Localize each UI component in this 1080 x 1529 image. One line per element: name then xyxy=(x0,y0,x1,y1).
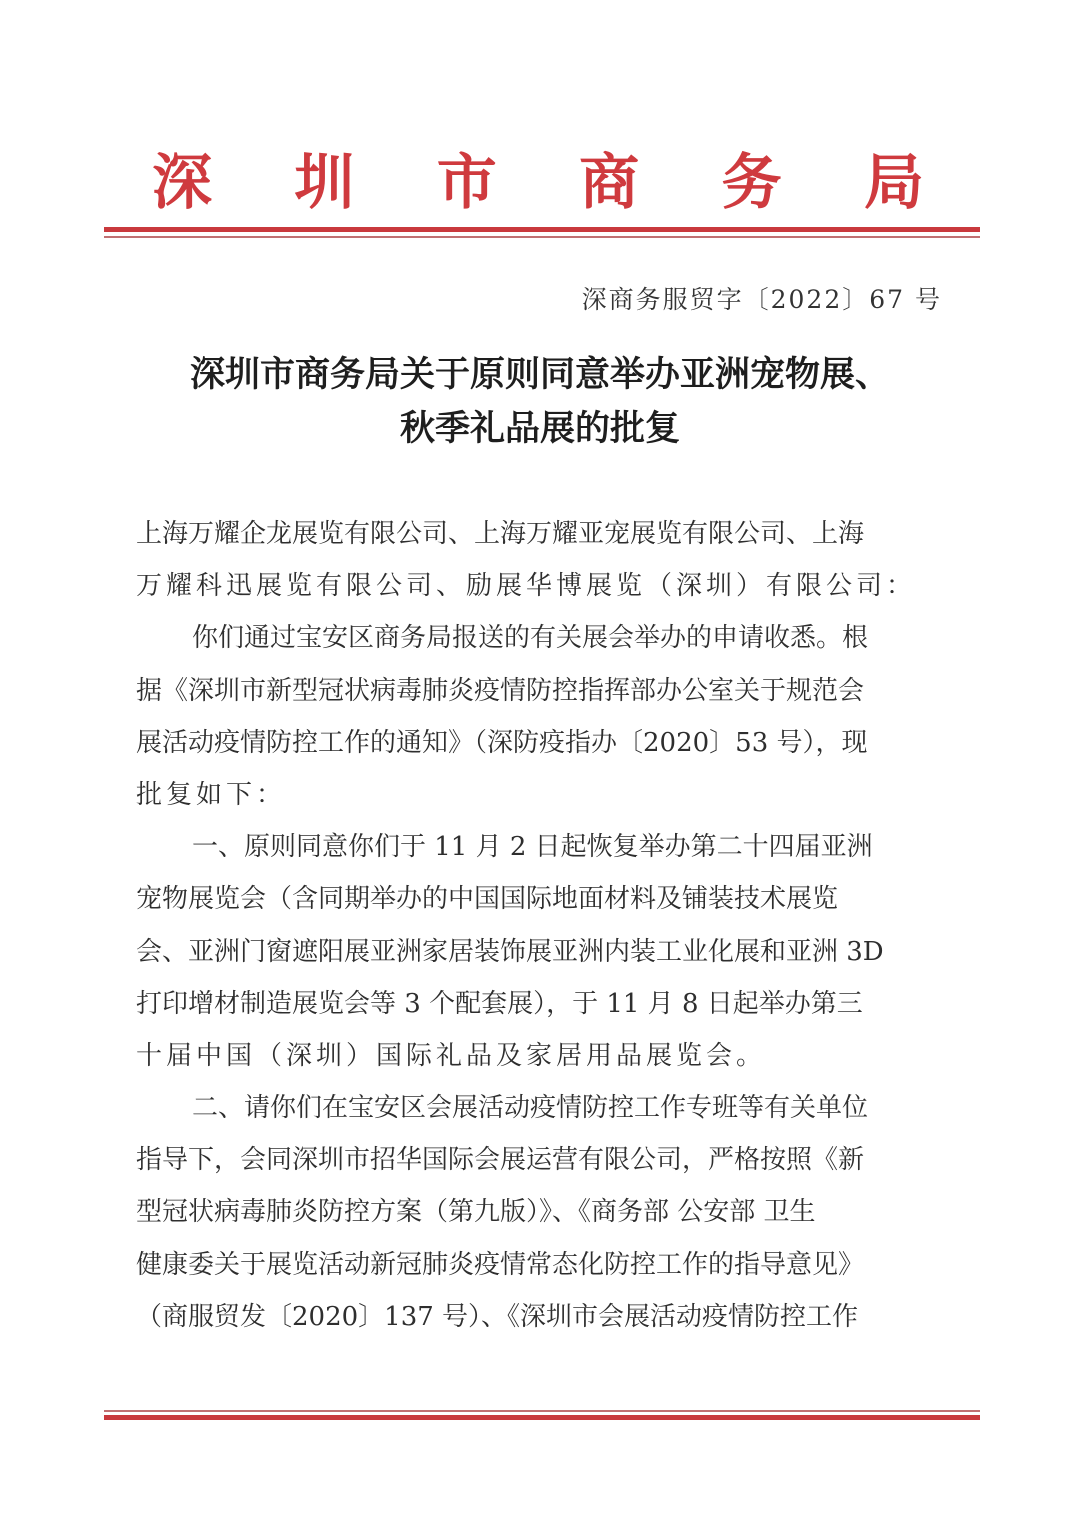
body-line: 一、原则同意你们于 11 月 2 日起恢复举办第二十四届亚洲 xyxy=(192,832,873,863)
body-line: 宠物展览会（含同期举办的中国国际地面材料及铺装技术展览 xyxy=(136,884,839,915)
body-line: 打印增材制造展览会等 3 个配套展），于 11 月 8 日起举办第三 xyxy=(136,988,863,1019)
body-line: 指导下，会同深圳市招华国际会展运营有限公司，严格按照《新 xyxy=(136,1145,865,1176)
letterhead-char: 市 xyxy=(436,148,497,218)
letterhead-char: 深 xyxy=(152,148,212,218)
body-line: （商服贸发〔2020〕137 号）、《深圳市会展活动疫情防控工作 xyxy=(136,1301,859,1332)
body-line: 二、请你们在宝安区会展活动疫情防控工作专班等有关单位 xyxy=(192,1093,869,1124)
letterhead-char: 务 xyxy=(721,148,782,218)
document-body xyxy=(136,508,944,1343)
body-line: 据《深圳市新型冠状病毒肺炎疫情防控指挥部办公室关于规范会 xyxy=(136,675,865,706)
title-line-2: 秋季礼品展的批复 xyxy=(399,408,680,449)
letterhead-char: 商 xyxy=(579,148,640,218)
letterhead-char: 圳 xyxy=(294,148,355,218)
footer-thin-rule xyxy=(104,1410,980,1412)
letterhead-char: 局 xyxy=(863,148,924,218)
header-thick-rule xyxy=(104,227,980,232)
body-line: 你们通过宝安区商务局报送的有关展会举办的申请收悉。根 xyxy=(192,623,869,654)
header-thin-rule xyxy=(104,236,980,238)
body-line: 十届中国（深圳）国际礼品及家居用品展览会。 xyxy=(136,1040,767,1071)
title-line-1: 深圳市商务局关于原则同意举办亚洲宠物展、 xyxy=(189,354,890,395)
body-line: 健康委关于展览活动新冠肺炎疫情常态化防控工作的指导意见》 xyxy=(136,1249,865,1280)
body-line: 万耀科迅展览有限公司、励展华博展览（深圳）有限公司： xyxy=(136,571,917,602)
document-title xyxy=(120,348,960,456)
letterhead-title xyxy=(104,148,980,218)
body-line: 展活动疫情防控工作的通知》（深防疫指办〔2020〕53 号），现 xyxy=(136,727,868,758)
body-line: 上海万耀企龙展览有限公司、上海万耀亚宠展览有限公司、上海 xyxy=(136,519,865,549)
body-line: 会、亚洲门窗遮阳展亚洲家居装饰展亚洲内装工业化展和亚洲 3D xyxy=(136,936,884,967)
body-line: 型冠状病毒肺炎防控方案（第九版）》、《商务部 公安部 卫生 xyxy=(136,1197,816,1228)
document-number: 深商务服贸字〔2022〕67 号 xyxy=(581,285,942,314)
footer-thick-rule xyxy=(104,1415,980,1420)
body-line: 批复如下： xyxy=(136,779,287,810)
